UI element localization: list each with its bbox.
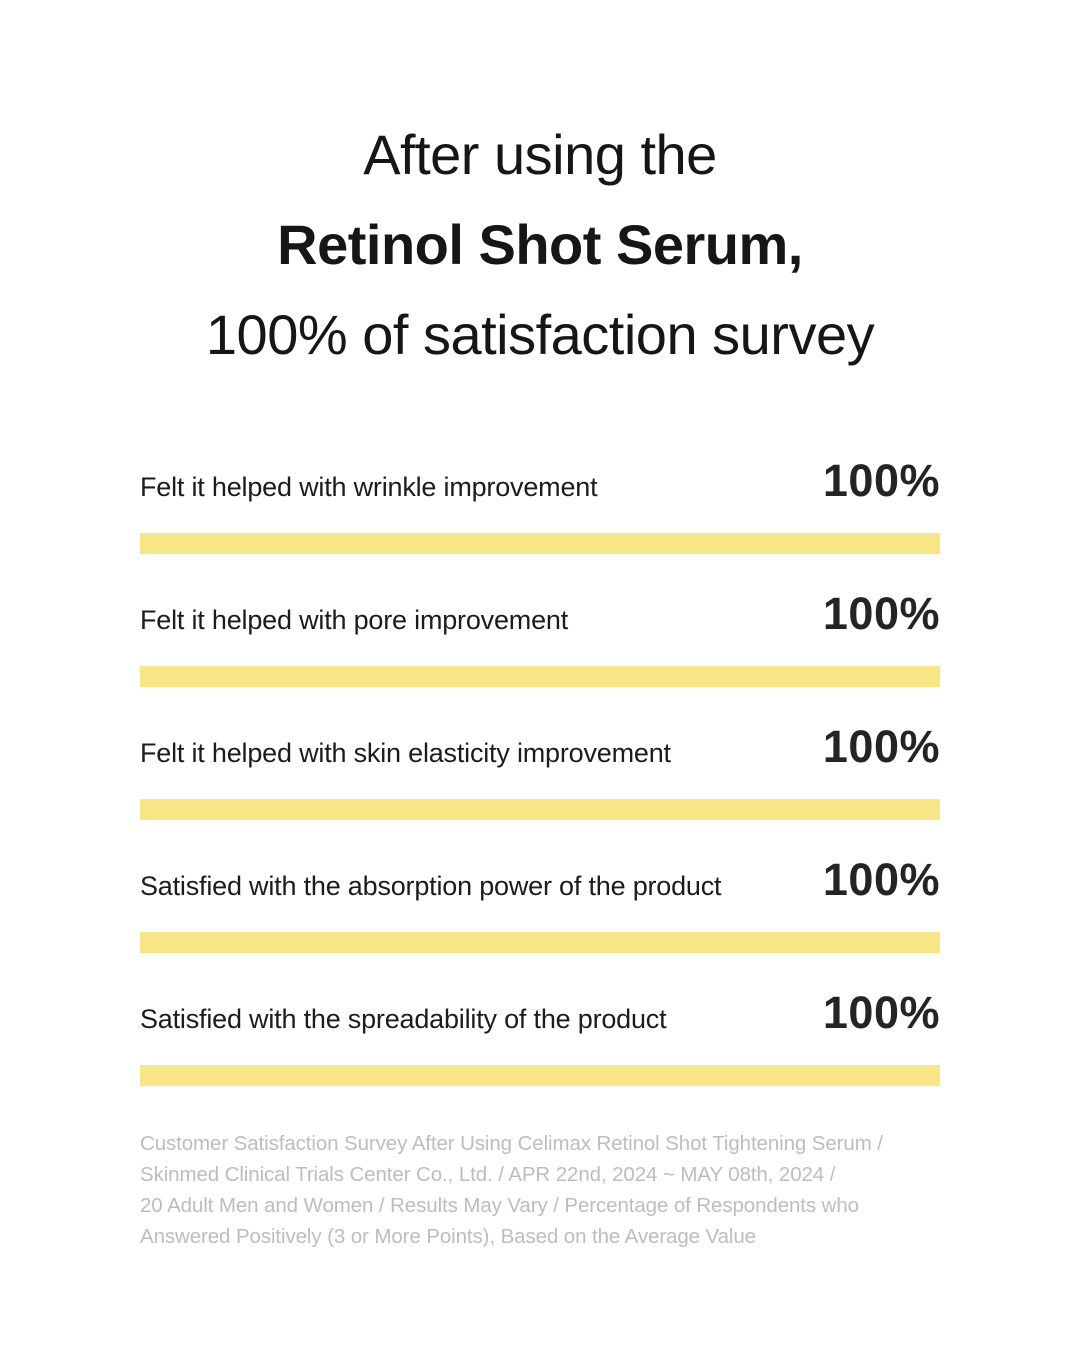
survey-item-value: 100% [822, 588, 940, 639]
survey-row-pore [140, 588, 940, 721]
survey-row-wrinkle [140, 455, 940, 588]
survey-disclaimer [140, 1128, 940, 1252]
satisfaction-bar-track [140, 799, 940, 820]
survey-item-value: 100% [822, 987, 940, 1038]
satisfaction-bar-track [140, 1065, 940, 1086]
survey-item-label: Satisfied with the absorption power of the product [140, 871, 722, 901]
satisfaction-bar [140, 666, 940, 687]
survey-row-head [140, 854, 940, 910]
survey-row-spreadability [140, 987, 940, 1120]
survey-row-head [140, 987, 940, 1043]
disclaimer-line: Answered Positively (3 or More Points), Based on the Average Value [140, 1225, 756, 1248]
survey-row-head [140, 588, 940, 644]
satisfaction-bar-track [140, 666, 940, 687]
survey-row-head [140, 721, 940, 777]
survey-item-label: Satisfied with the spreadability of the product [140, 1004, 667, 1034]
survey-item-label: Felt it helped with skin elasticity improvement [140, 738, 671, 768]
satisfaction-bar [140, 533, 940, 554]
page-title [0, 110, 1080, 380]
survey-row-head [140, 455, 940, 511]
survey-item-label: Felt it helped with pore improvement [140, 605, 569, 635]
survey-item-label: Felt it helped with wrinkle improvement [140, 472, 598, 502]
satisfaction-bar-track [140, 533, 940, 554]
satisfaction-bar [140, 932, 940, 953]
survey-item-value: 100% [822, 854, 940, 905]
title-line-2: Retinol Shot Serum, [277, 213, 803, 276]
title-line-3: 100% of satisfaction survey [205, 303, 875, 366]
survey-item-value: 100% [822, 455, 940, 506]
disclaimer-line: Skinmed Clinical Trials Center Co., Ltd. / APR 22nd, 2024 ~ MAY 08th, 2024 / [140, 1163, 836, 1186]
disclaimer-line: Customer Satisfaction Survey After Using Celimax Retinol Shot Tightening Serum / [140, 1132, 883, 1155]
title-line-1: After using the [363, 123, 717, 186]
survey-row-absorption [140, 854, 940, 987]
survey-item-value: 100% [822, 721, 940, 772]
satisfaction-bar [140, 799, 940, 820]
satisfaction-bar [140, 1065, 940, 1086]
satisfaction-bar-track [140, 932, 940, 953]
survey-results-list [140, 455, 940, 1120]
survey-row-elasticity [140, 721, 940, 854]
disclaimer-line: 20 Adult Men and Women / Results May Vary / Percentage of Respondents who [140, 1194, 859, 1217]
